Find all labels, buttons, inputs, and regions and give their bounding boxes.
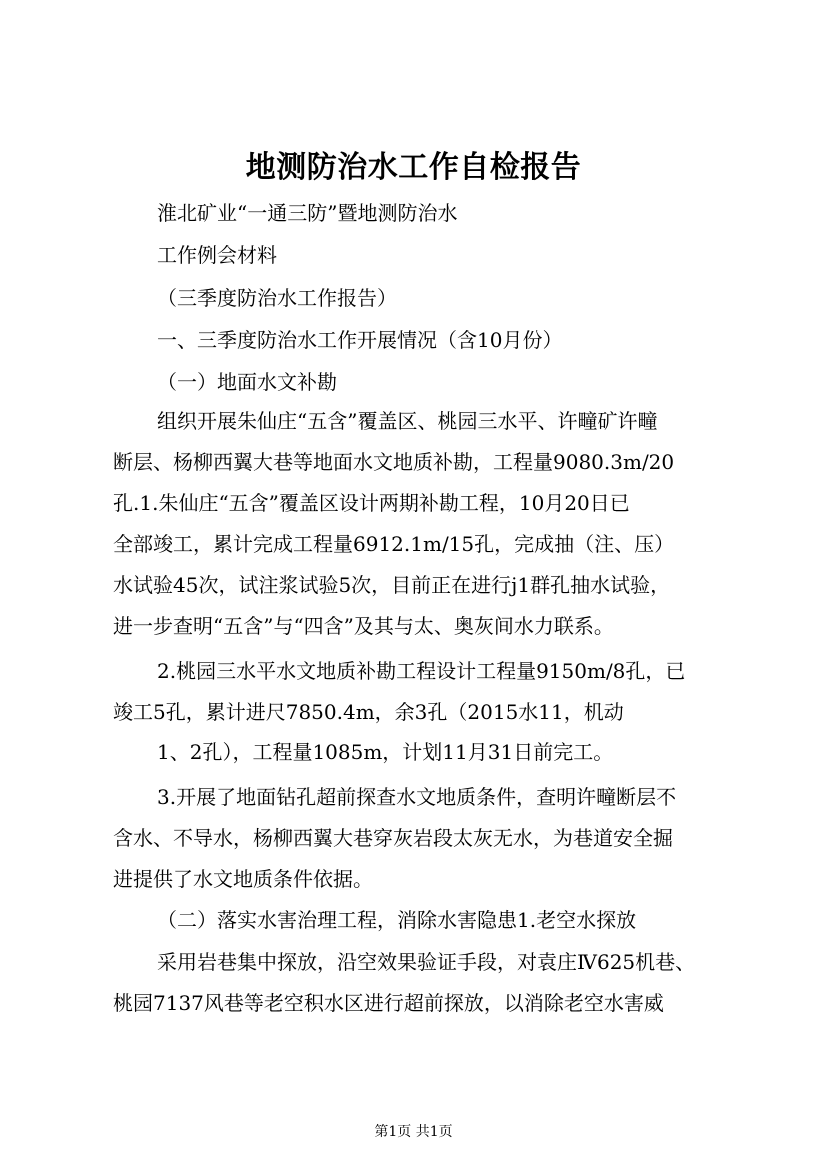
text-line: 采用岩巷集中探放，沿空效果验证手段，对袁庄Ⅳ625机巷、	[157, 950, 696, 974]
text-line: 组织开展朱仙庄“五含”覆盖区、桃园三水平、许疃矿许疃	[157, 409, 658, 433]
text-line: 2.桃园三水平水文地质补勘工程设计工程量9150m/8孔，已	[157, 659, 686, 683]
page-number-footer: 第1页 共1页	[374, 1124, 453, 1140]
text-line: 淮北矿业“一通三防”暨地测防治水	[157, 201, 458, 225]
text-line: 竣工5孔，累计进尺7850.4m，余3孔（2015水11，机动	[113, 700, 624, 724]
text-line: 进一步查明“五含”与“四含”及其与太、奥灰间水力联系。	[113, 614, 614, 638]
text-line: 含水、不导水，杨柳西翼大巷穿灰岩段太灰无水，为巷道安全掘	[113, 826, 673, 850]
text-line: 进提供了水文地质条件依据。	[113, 867, 373, 891]
text-line: 工作例会材料	[157, 243, 277, 267]
subsection-heading: （一）地面水文补勘	[157, 370, 337, 394]
text-line: （三季度防治水工作报告）	[157, 286, 397, 310]
text-line: 水试验45次，试注浆试验5次，目前正在进行j1群孔抽水试验，	[113, 573, 671, 597]
text-line: 孔.1.朱仙庄“五含”覆盖区设计两期补勘工程，10月20日已	[113, 491, 630, 515]
text-line: 3.开展了地面钻孔超前探查水文地质条件，查明许疃断层不	[157, 785, 677, 809]
text-line: 全部竣工，累计完成工程量6912.1m/15孔，完成抽（注、压）	[113, 532, 675, 556]
subsection-heading: （二）落实水害治理工程，消除水害隐患1.老空水探放	[157, 908, 637, 932]
text-line: 桃园7137风巷等老空积水区进行超前探放，以消除老空水害威	[113, 991, 664, 1015]
text-line: 1、2孔），工程量1085m，计划11月31日前完工。	[157, 740, 614, 764]
document-title: 地测防治水工作自检报告	[245, 150, 582, 185]
text-line: 断层、杨柳西翼大巷等地面水文地质补勘，工程量9080.3m/20	[113, 450, 675, 474]
section-heading: 一、三季度防治水工作开展情况（含10月份）	[157, 328, 563, 352]
